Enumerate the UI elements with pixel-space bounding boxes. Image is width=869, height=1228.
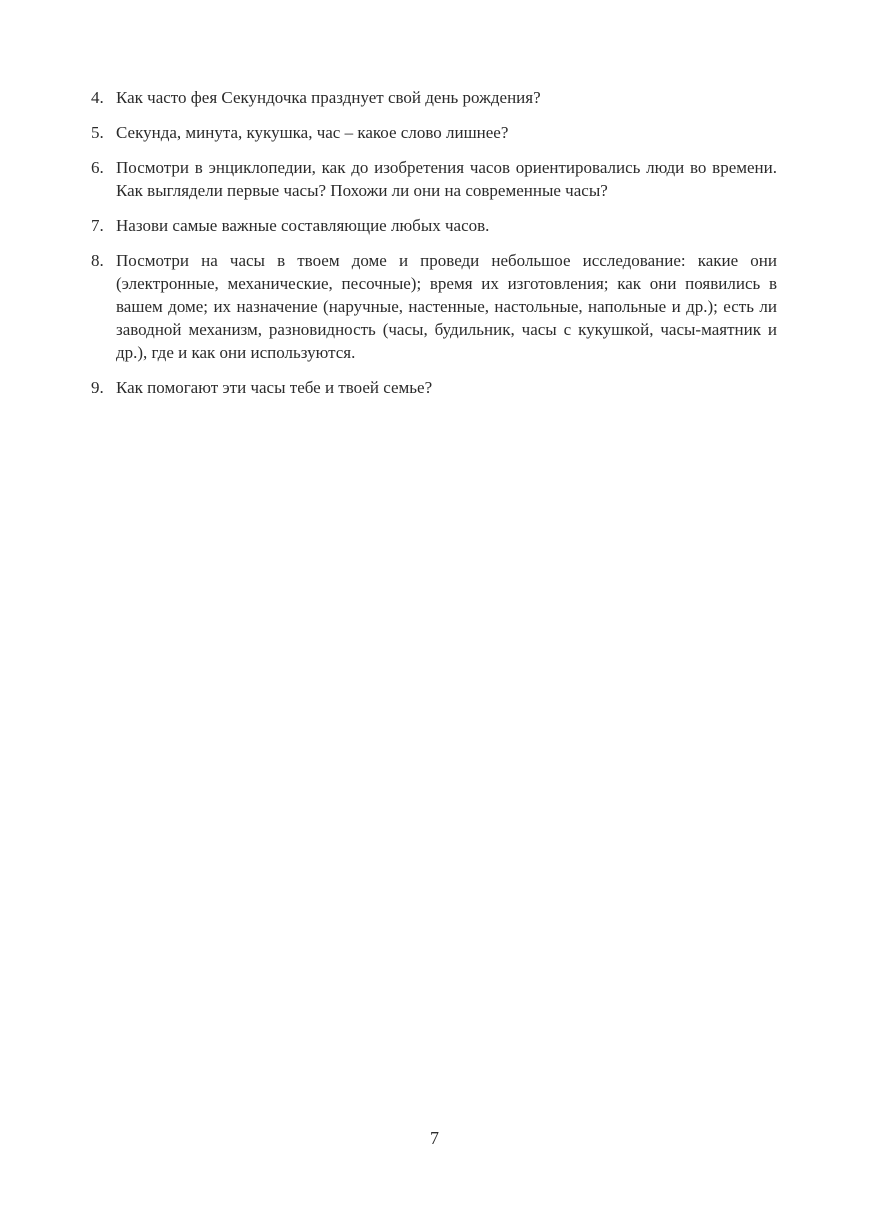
question-text: Посмотри на часы в твоем доме и проведи небольшое исследование: какие они (электронные, механические, песочные); время их изготовления; как они появились в вашем доме; их назначение (наручные, настенные, настольные, напольные и др.); есть ли заводной механизм, разновидность (часы, будильник, часы с кукушкой, часы-маятник и др.), где и как они используются.	[116, 251, 777, 362]
question-item	[91, 86, 777, 109]
question-item	[91, 214, 777, 237]
question-list	[91, 86, 777, 411]
question-item	[91, 249, 777, 364]
page-number: 7	[430, 1128, 439, 1148]
question-item	[91, 121, 777, 144]
question-number: 7.	[91, 216, 104, 235]
question-number: 6.	[91, 158, 104, 177]
question-text: Секунда, минута, кукушка, час – какое слово лишнее?	[116, 123, 509, 142]
question-item	[91, 156, 777, 202]
question-number: 5.	[91, 123, 104, 142]
question-number: 4.	[91, 88, 104, 107]
question-number: 8.	[91, 251, 104, 270]
question-item	[91, 376, 777, 399]
question-text: Как помогают эти часы тебе и твоей семье?	[116, 378, 433, 397]
question-text: Назови самые важные составляющие любых часов.	[116, 216, 490, 235]
question-number: 9.	[91, 378, 104, 397]
question-text: Посмотри в энциклопедии, как до изобретения часов ориентировались люди во времени. Как выглядели первые часы? Похожи ли они на современные часы?	[116, 158, 777, 200]
question-text: Как часто фея Секундочка празднует свой день рождения?	[116, 88, 541, 107]
